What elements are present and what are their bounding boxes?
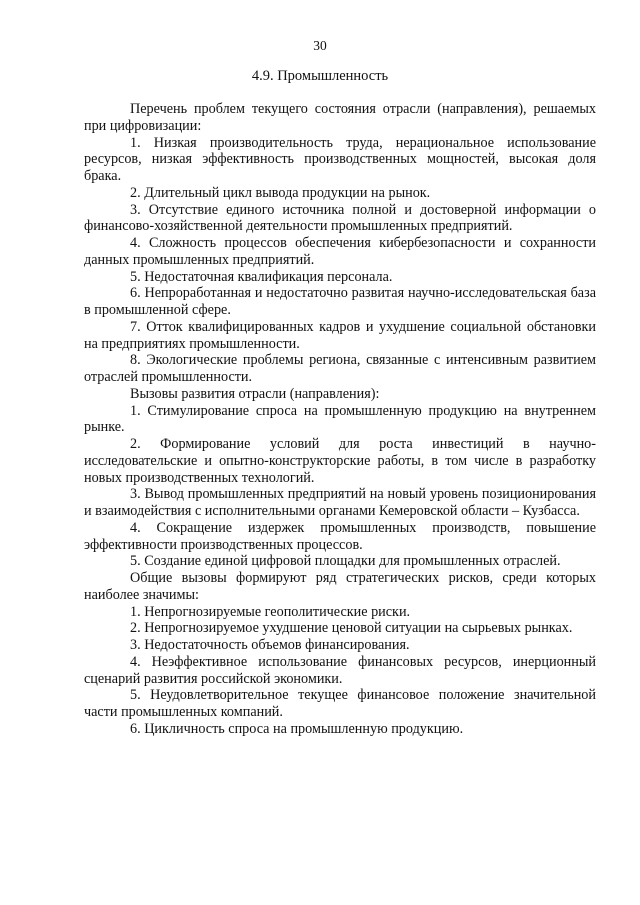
paragraph-challenge-2: 2. Формирование условий для роста инвестиций в научно-исследовательские и опытно-конструкторские работы, в том числе в разработку новых производственных технологий.: [84, 436, 596, 486]
document-body: [84, 101, 596, 738]
paragraph-risk-4: 4. Неэффективное использование финансовых ресурсов, инерционный сценарий развития российской экономики.: [84, 653, 596, 687]
paragraph-risk-5: 5. Неудовлетворительное текущее финансовое положение значительной части промышленных компаний.: [84, 687, 596, 720]
paragraph-risks-intro: Общие вызовы формируют ряд стратегических рисков, среди которых наиболее значимы:: [84, 570, 596, 603]
paragraph-challenge-3: 3. Вывод промышленных предприятий на новый уровень позиционирования и взаимодействия с исполнительными органами Кемеровской области – Кузбасса.: [84, 486, 596, 519]
paragraph-problem-5: 5. Недостаточная квалификация персонала.: [130, 268, 393, 285]
paragraph-challenges-intro: Вызовы развития отрасли (направления):: [130, 385, 380, 402]
paragraph-problem-2: 2. Длительный цикл вывода продукции на рынок.: [130, 184, 431, 201]
paragraph-risk-1: 1. Непрогнозируемые геополитические риски.: [130, 603, 411, 620]
section-title: 4.9. Промышленность: [251, 68, 389, 84]
paragraph-problem-4: 4. Сложность процессов обеспечения кибербезопасности и сохранности данных промышленных предприятий.: [84, 235, 596, 268]
paragraph-problem-7: 7. Отток квалифицированных кадров и ухудшение социальной обстановки на предприятиях промышленности.: [84, 318, 596, 352]
paragraph-problem-1: 1. Низкая производительность труда, нерациональное использование ресурсов, низкая эффективность производственных мощностей, высокая доля брака.: [84, 134, 596, 184]
paragraph-challenge-1: 1. Стимулирование спроса на промышленную продукцию на внутреннем рынке.: [84, 402, 596, 436]
page-number: 30: [313, 38, 327, 53]
paragraph-risk-6: 6. Цикличность спроса на промышленную продукцию.: [130, 720, 464, 737]
paragraph-problem-8: 8. Экологические проблемы региона, связанные с интенсивным развитием отраслей промышленности.: [84, 352, 596, 385]
paragraph-risk-3: 3. Недостаточность объемов финансирования.: [130, 637, 410, 653]
paragraph-problem-3: 3. Отсутствие единого источника полной и достоверной информации о финансово-хозяйственной деятельности промышленных предприятий.: [84, 201, 596, 235]
paragraph-problems-intro: Перечень проблем текущего состояния отрасли (направления), решаемых при цифровизации:: [84, 101, 596, 134]
paragraph-risk-2: 2. Непрогнозируемое ухудшение ценовой ситуации на сырьевых рынках.: [130, 620, 573, 637]
paragraph-challenge-5: 5. Создание единой цифровой площадки для промышленных отраслей.: [130, 553, 561, 570]
paragraph-challenge-4: 4. Сокращение издержек промышленных производств, повышение эффективности производственных процессов.: [84, 519, 596, 553]
paragraph-problem-6: 6. Непроработанная и недостаточно развитая научно-исследовательская база в промышленной сфере.: [84, 285, 596, 318]
